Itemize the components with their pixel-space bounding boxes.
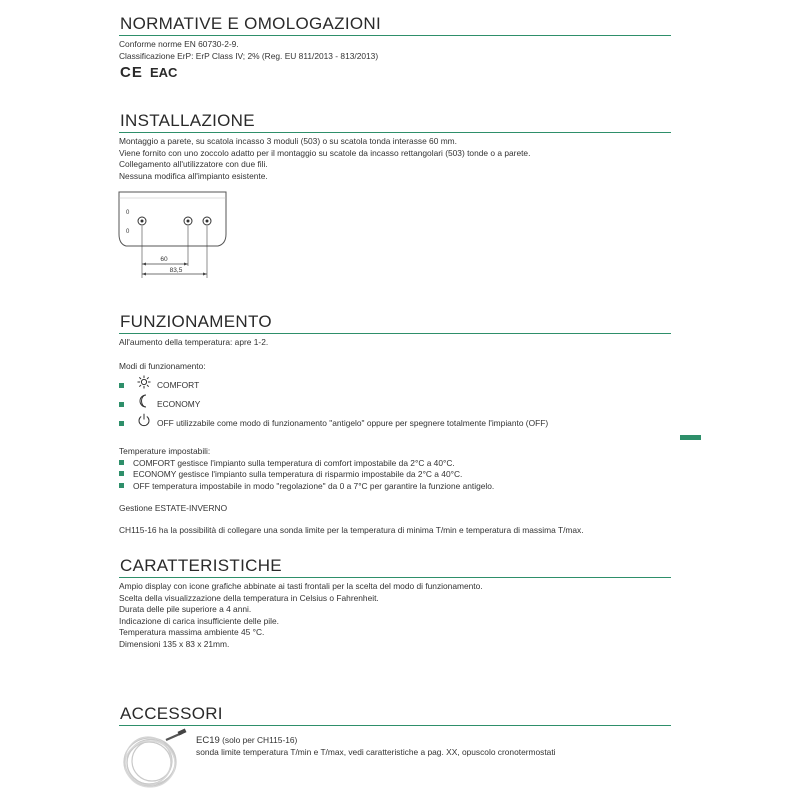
bullet <box>119 483 124 488</box>
bullet <box>119 421 124 426</box>
list-item: COMFORT gestisce l'impianto sulla temperatura di comfort impostabile da 2°C a 40°C. <box>119 458 671 470</box>
dimension-label: 83,5 <box>169 267 183 274</box>
text-line: Temperatura massima ambiente 45 °C. <box>119 627 265 638</box>
bullet <box>119 460 124 465</box>
text-line: Temperature impostabili: <box>119 446 211 457</box>
certification-marks <box>119 64 671 80</box>
bullet <box>119 471 124 476</box>
svg-text:0: 0 <box>126 229 130 235</box>
accessory-item-ec19 <box>196 735 556 758</box>
section-rule <box>119 333 671 334</box>
text-line: Collegamento all'utilizzatore con due fili. <box>119 159 268 170</box>
accessory-description: sonda limite temperatura T/min e T/max, vedi caratteristiche a pag. XX, opuscolo cronotermostati <box>196 746 556 757</box>
text-line: All'aumento della temperatura: apre 1-2. <box>119 337 269 347</box>
section-rule <box>119 725 671 726</box>
accessory-note: (solo per CH115-16) <box>222 735 298 745</box>
text-line: CH115-16 ha la possibilità di collegare una sonda limite per la temperatura di minima T/min e temperatura di massima T/max. <box>119 525 584 536</box>
text-line: Conforme norme EN 60730-2-9. <box>119 39 239 49</box>
section-title: ACCESSORI <box>120 704 223 723</box>
text-line: Scelta della visualizzazione della temperatura in Celsius o Fahrenheit. <box>119 592 379 603</box>
temperature-settings <box>119 446 671 537</box>
ce-mark: CE <box>120 64 143 82</box>
text-line: Indicazione di carica insufficiente delle pile. <box>119 615 279 626</box>
sun-icon <box>137 375 151 389</box>
mode-label: COMFORT <box>157 380 200 391</box>
power-icon <box>137 413 151 427</box>
text-line: Durata delle pile superiore a 4 anni. <box>119 604 252 615</box>
text-line: Gestione ESTATE-INVERNO <box>119 502 228 513</box>
text-line: Montaggio a parete, su scatola incasso 3 moduli (503) o su scatola tonda interasse 60 mm. <box>119 136 457 146</box>
section-title: INSTALLAZIONE <box>120 111 255 130</box>
text-line: Viene fornito con uno zoccolo adatto per il montaggio su scatole da incasso rettangolari (503) tonde o a parete. <box>119 147 531 158</box>
section-rule <box>119 132 671 133</box>
section-body <box>119 39 671 62</box>
svg-text:0: 0 <box>126 210 130 216</box>
mode-label: OFF utilizzabile come modo di funzionamento "antigelo" oppure per spegnere totalmente l'impianto (OFF) <box>157 418 549 429</box>
section-title: CARATTERISTICHE <box>120 556 282 575</box>
bullet <box>119 402 124 407</box>
section-body <box>119 136 671 182</box>
text-line: Ampio display con icone grafiche abbinate ai tasti frontali per la scelta del modo di funzionamento. <box>119 581 483 591</box>
side-tab-marker <box>680 435 701 440</box>
bullet <box>119 383 124 388</box>
installation-diagram <box>118 188 234 278</box>
list-item: OFF temperatura impostabile in modo "regolazione" da 0 a 7°C per garantire la funzione antigelo. <box>119 481 671 493</box>
probe-tip <box>178 728 187 735</box>
mode-list <box>119 372 671 432</box>
section-body <box>119 581 671 651</box>
section-accessori <box>119 704 671 726</box>
text-line: Dimensioni 135 x 83 x 21mm. <box>119 638 230 649</box>
section-rule <box>119 577 671 578</box>
section-caratteristiche <box>119 556 671 651</box>
text-line: Nessuna modifica all'impianto esistente. <box>119 170 268 181</box>
mode-label: ECONOMY <box>157 399 201 410</box>
section-installazione <box>119 111 671 182</box>
accessory-code: EC19 <box>196 735 220 746</box>
list-item: ECONOMY gestisce l'impianto sulla temperatura di risparmio impostabile da 2°C a 40°C. <box>119 469 671 481</box>
dimension-label: 60 <box>160 256 168 263</box>
eac-mark: EAC <box>150 65 178 81</box>
section-body <box>119 337 671 372</box>
section-rule <box>119 35 671 36</box>
section-normative <box>119 14 671 80</box>
text-line: Modi di funzionamento: <box>119 360 206 371</box>
probe-cable-image <box>116 728 192 792</box>
section-title: FUNZIONAMENTO <box>120 312 272 331</box>
section-funzionamento <box>119 312 671 537</box>
moon-icon <box>137 394 151 408</box>
section-title: NORMATIVE E OMOLOGAZIONI <box>120 14 381 33</box>
text-line: Classificazione ErP: ErP Class IV; 2% (Reg. EU 811/2013 - 813/2013) <box>119 50 379 61</box>
